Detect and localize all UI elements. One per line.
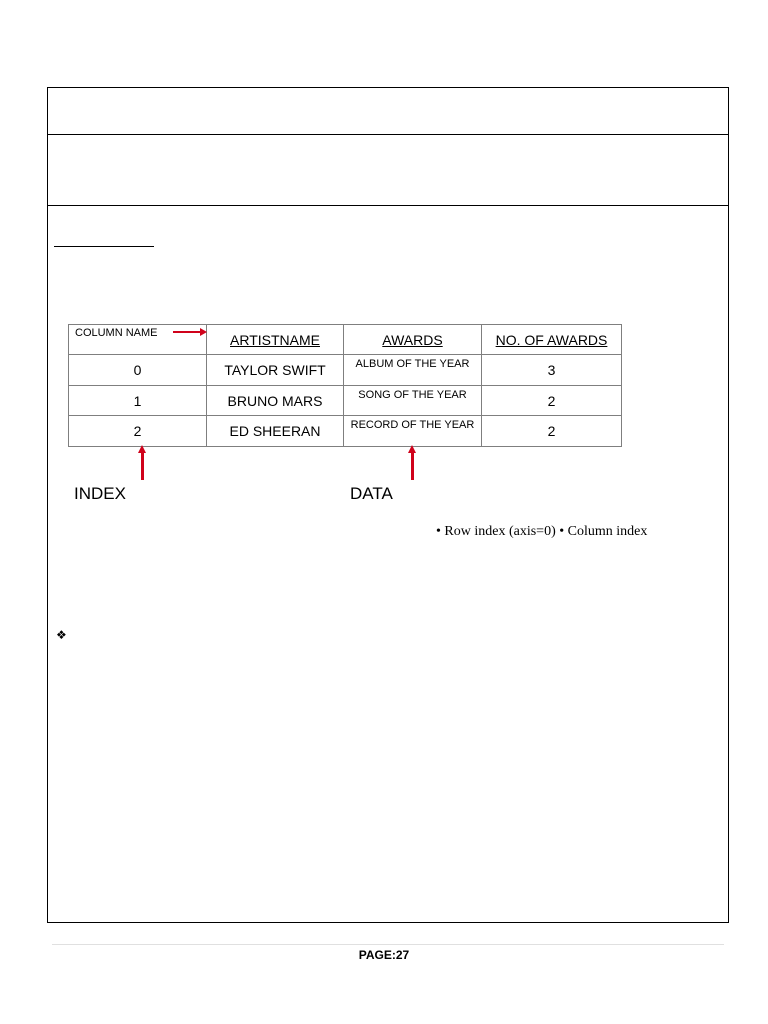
red-arrow-up-icon (411, 452, 414, 480)
red-arrow-up-icon (141, 452, 144, 480)
diamond-bullet-icon: ❖ (56, 628, 67, 642)
count-cell: 2 (482, 416, 622, 447)
data-label: DATA (350, 484, 393, 503)
row-index: 2 (69, 416, 207, 447)
page-number: PAGE:27 (358, 948, 410, 962)
table-header-row (69, 325, 622, 355)
table-row (69, 386, 622, 416)
column-name-label: COLUMN NAME (75, 327, 158, 339)
header-artistname: ARTISTNAME (207, 325, 344, 355)
axis-note: • Row index (axis=0) • Column index (436, 524, 648, 539)
red-arrow-right-icon (173, 331, 201, 333)
table-row (69, 355, 622, 386)
count-cell: 2 (482, 386, 622, 416)
header-divider (48, 134, 728, 135)
count-cell: 3 (482, 355, 622, 386)
footer-divider (52, 944, 724, 945)
award-cell: RECORD OF THE YEAR (344, 416, 482, 447)
dataframe-table (68, 324, 622, 447)
award-cell: SONG OF THE YEAR (344, 386, 482, 416)
table-row (69, 416, 622, 447)
artist-cell: BRUNO MARS (207, 386, 344, 416)
section-divider (48, 205, 728, 206)
heading-underline (54, 246, 154, 247)
row-index: 0 (69, 355, 207, 386)
artist-cell: TAYLOR SWIFT (207, 355, 344, 386)
header-awards: AWARDS (344, 325, 482, 355)
page-frame (47, 87, 729, 923)
header-no-of-awards: NO. OF AWARDS (482, 325, 622, 355)
row-index: 1 (69, 386, 207, 416)
award-cell: ALBUM OF THE YEAR (344, 355, 482, 386)
artist-cell: ED SHEERAN (207, 416, 344, 447)
index-label: INDEX (74, 484, 126, 503)
column-name-cell (69, 325, 207, 355)
